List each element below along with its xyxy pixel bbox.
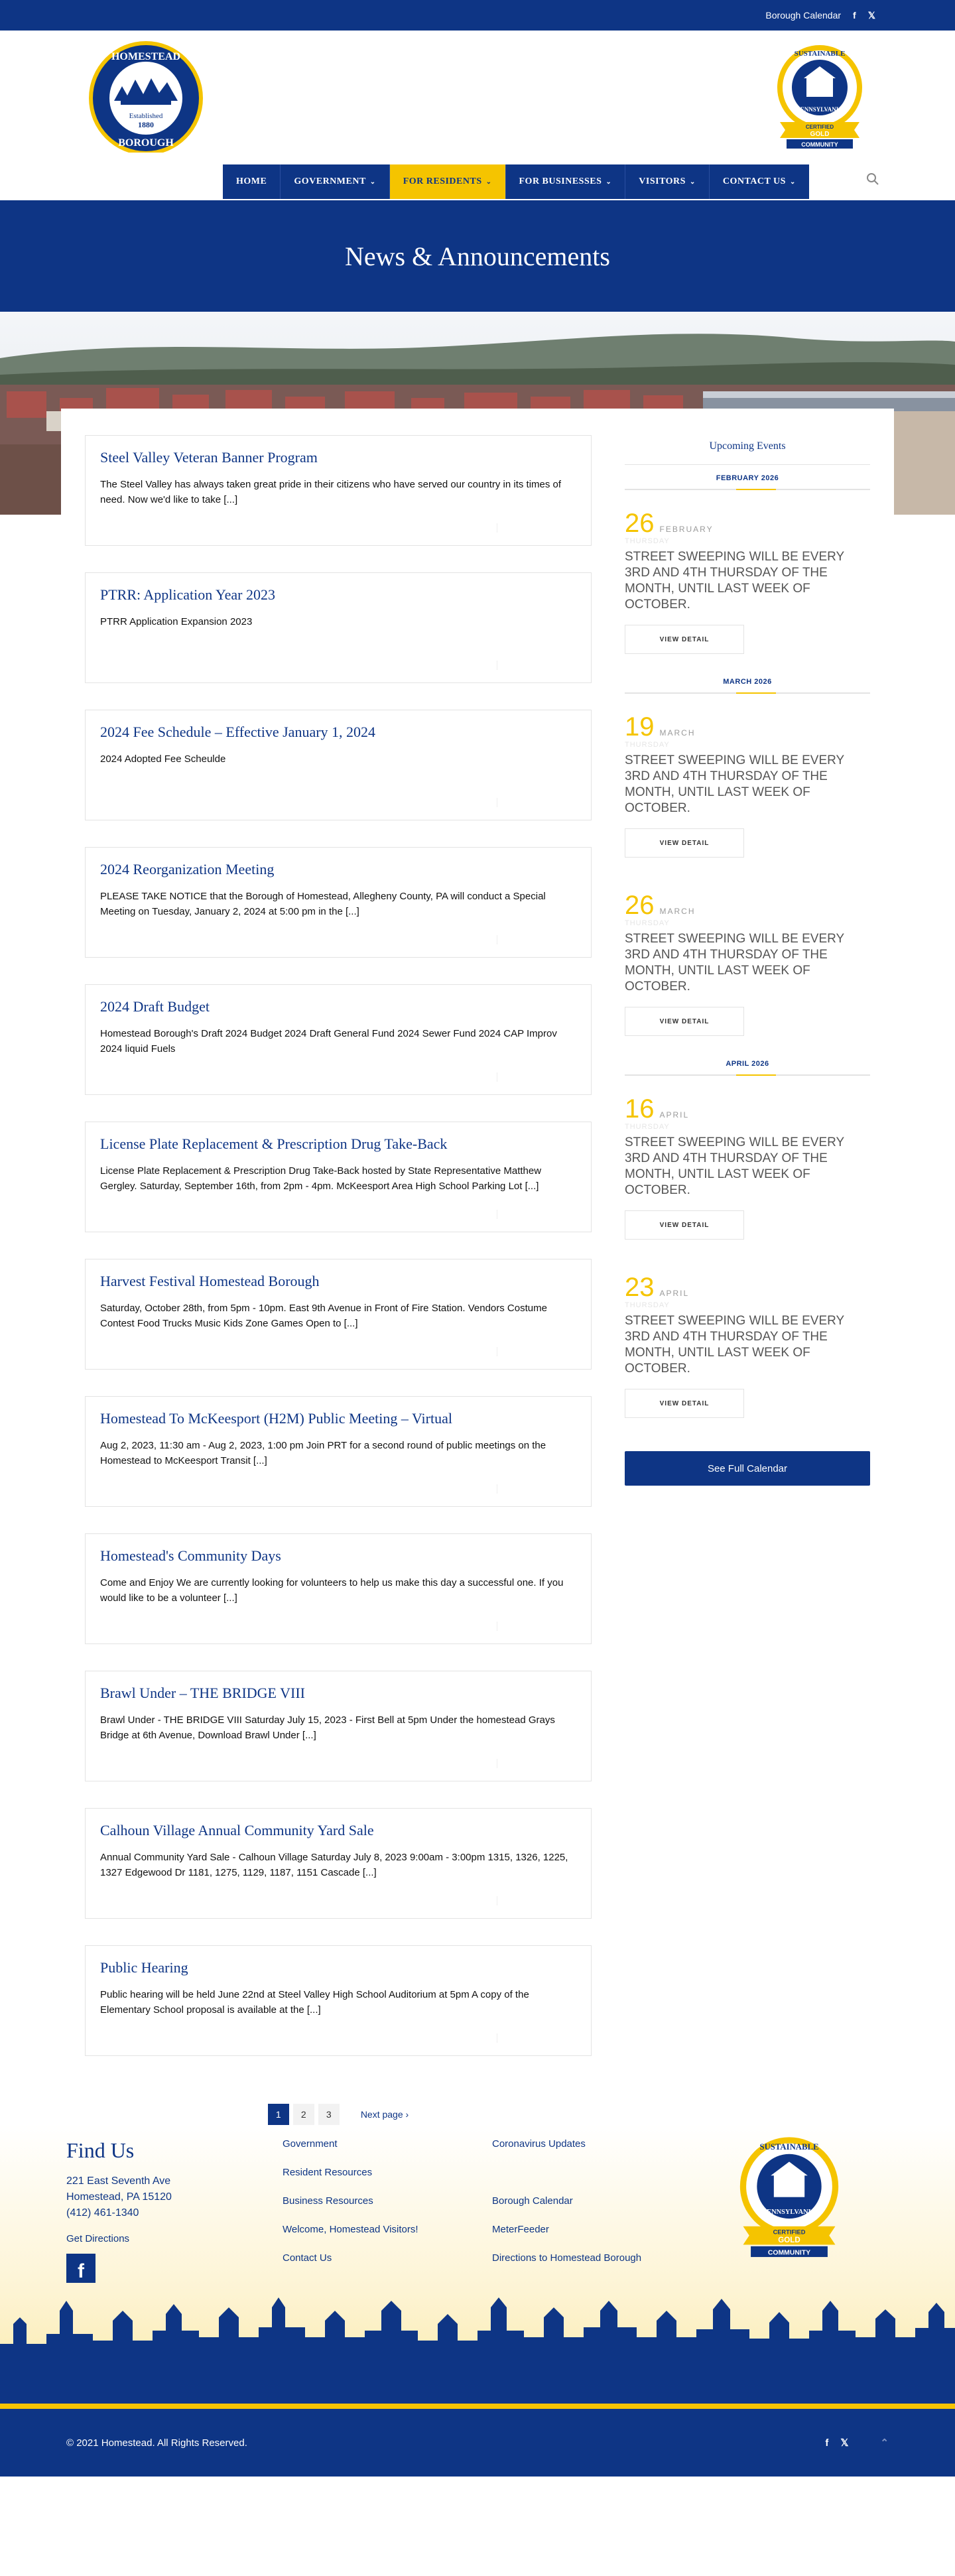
nav-home[interactable] xyxy=(223,164,281,199)
news-list xyxy=(85,435,592,2125)
post-excerpt: Come and Enjoy We are currently looking for volunteers to help us make this day a successful one. If you would like to be a volunteer [...] xyxy=(100,1577,564,1604)
news-post xyxy=(85,984,592,1095)
logo-homestead-text: HOMESTEAD xyxy=(111,51,181,62)
event-day: 26 xyxy=(625,509,655,538)
post-footer-divider xyxy=(86,1905,591,1906)
event-weekday: THURSDAY xyxy=(625,919,670,927)
facebook-icon[interactable]: f xyxy=(66,2254,96,2283)
back-to-top-icon[interactable]: ⌃ xyxy=(880,2437,889,2449)
footer-link-coronavirus-updates[interactable]: Coronavirus Updates xyxy=(492,2138,586,2150)
footer-link-spacer xyxy=(492,2167,641,2195)
news-post xyxy=(85,1671,592,1781)
post-excerpt: Annual Community Yard Sale - Calhoun Village Saturday July 8, 2023 9:00am - 3:00pm 1315, 1326, 1225, 1327 Edgewood Dr 1181, 1275, 1129, 1187, 1151 Cascade [...] xyxy=(100,1852,568,1878)
nav-visitors[interactable] xyxy=(625,164,710,199)
news-post xyxy=(85,1259,592,1370)
nav-label: VISITORS xyxy=(639,176,686,186)
page-number-button[interactable]: 2 xyxy=(293,2104,314,2125)
event-date xyxy=(625,712,870,742)
chevron-down-icon: ⌄ xyxy=(789,178,796,186)
borough-calendar-link[interactable]: Borough Calendar xyxy=(765,10,842,21)
post-title-link[interactable]: Public Hearing xyxy=(100,1959,188,1976)
news-post xyxy=(85,1396,592,1507)
event-weekday: THURSDAY xyxy=(625,537,670,545)
view-detail-button[interactable]: VIEW DETAIL xyxy=(625,828,744,858)
svg-text:GOLD: GOLD xyxy=(778,2236,800,2245)
month-heading: FEBRUARY 2026 xyxy=(625,465,870,490)
address-line-2: Homestead, PA 15120 xyxy=(66,2191,172,2203)
svg-text:CERTIFIED: CERTIFIED xyxy=(773,2228,806,2236)
post-title-link[interactable]: 2024 Fee Schedule – Effective January 1, 2024 xyxy=(100,724,376,740)
logo-borough-text: BOROUGH xyxy=(118,137,174,149)
nav-government[interactable] xyxy=(281,164,389,199)
post-excerpt: The Steel Valley has always taken great pride in their citizens who have served our country in its times of need. Now we'd like to take [...] xyxy=(100,479,562,505)
nav-label: CONTACT US xyxy=(722,176,786,186)
footer-social xyxy=(825,2437,889,2449)
post-footer-divider xyxy=(86,1631,591,1632)
nav-for-residents[interactable] xyxy=(390,164,506,199)
post-excerpt: PTRR Application Expansion 2023 xyxy=(100,616,253,627)
get-directions-link[interactable]: Get Directions xyxy=(66,2233,130,2244)
chevron-down-icon: ⌄ xyxy=(689,178,696,186)
main-content xyxy=(61,409,894,2125)
top-bar xyxy=(0,0,955,31)
footer-link-borough-calendar[interactable]: Borough Calendar xyxy=(492,2195,573,2207)
sustainable-pa-logo xyxy=(775,44,865,153)
site-footer xyxy=(0,2125,955,2404)
phone-number: (412) 461-1340 xyxy=(66,2207,139,2219)
event-date xyxy=(625,1273,870,1303)
post-title-link[interactable]: License Plate Replacement & Prescription Drug Take-Back xyxy=(100,1135,448,1152)
event-title: STREET SWEEPING WILL BE EVERY 3RD AND 4TH THURSDAY OF THE MONTH, UNTIL LAST WEEK OF OCTOBER. xyxy=(625,1314,844,1376)
nav-contact-us[interactable] xyxy=(710,164,809,199)
news-post xyxy=(85,847,592,958)
upcoming-events-heading: Upcoming Events xyxy=(625,435,870,465)
address-line-1: 221 East Seventh Ave xyxy=(66,2175,171,2187)
page-number-button[interactable]: 1 xyxy=(268,2104,289,2125)
events-sidebar xyxy=(625,435,870,2125)
post-title-link[interactable]: PTRR: Application Year 2023 xyxy=(100,586,276,603)
event-date xyxy=(625,891,870,921)
footer-link-meterfeeder[interactable]: MeterFeeder xyxy=(492,2224,549,2235)
facebook-icon[interactable]: f xyxy=(853,10,856,21)
find-us-column xyxy=(66,2138,172,2283)
event-month: MARCH xyxy=(659,728,696,738)
post-title-link[interactable]: Calhoun Village Annual Community Yard Sale xyxy=(100,1822,374,1838)
event-item xyxy=(625,490,870,669)
nav-label: GOVERNMENT xyxy=(294,176,366,186)
chevron-down-icon: ⌄ xyxy=(369,178,376,186)
logo-established: Established xyxy=(129,112,163,120)
footer-link-government[interactable]: Government xyxy=(283,2138,338,2150)
post-footer-divider xyxy=(86,670,591,671)
event-day: 16 xyxy=(625,1094,655,1124)
event-item xyxy=(625,1076,870,1254)
post-title-link[interactable]: 2024 Reorganization Meeting xyxy=(100,861,275,877)
footer-gold-divider xyxy=(0,2404,955,2409)
logo-year: 1880 xyxy=(138,120,154,129)
event-title: STREET SWEEPING WILL BE EVERY 3RD AND 4TH THURSDAY OF THE MONTH, UNTIL LAST WEEK OF OCTOBER. xyxy=(625,1135,844,1197)
event-month: FEBRUARY xyxy=(659,525,714,534)
svg-text:SUSTAINABLE: SUSTAINABLE xyxy=(759,2142,819,2152)
event-weekday: THURSDAY xyxy=(625,741,670,749)
footer-link-business-resources[interactable]: Business Resources xyxy=(283,2195,373,2207)
event-month: APRIL xyxy=(659,1289,690,1298)
page-number-button[interactable]: 3 xyxy=(318,2104,340,2125)
search-icon[interactable] xyxy=(866,172,879,186)
footer-link-directions[interactable]: Directions to Homestead Borough xyxy=(492,2252,642,2264)
news-post xyxy=(85,435,592,546)
event-day: 23 xyxy=(625,1273,655,1302)
post-excerpt: PLEASE TAKE NOTICE that the Borough of Homestead, Allegheny County, PA will conduct a Special Meeting on Tuesday, January 2, 2024 at 5:00 pm in the [...] xyxy=(100,891,546,917)
logo-certified-text: CERTIFIED xyxy=(805,124,834,130)
event-groups xyxy=(625,465,870,1433)
town-skyline-silhouette xyxy=(0,2271,955,2404)
news-post xyxy=(85,710,592,820)
event-item xyxy=(625,1254,870,1433)
footer-link-welcome-visitors[interactable]: Welcome, Homestead Visitors! xyxy=(283,2224,418,2235)
see-full-calendar-button[interactable]: See Full Calendar xyxy=(625,1451,870,1486)
nav-for-businesses[interactable] xyxy=(506,164,626,199)
event-item xyxy=(625,694,870,872)
post-excerpt: Aug 2, 2023, 11:30 am - Aug 2, 2023, 1:00 pm Join PRT for a second round of public meetings on the Homestead to McKeesport Transit [...] xyxy=(100,1440,546,1466)
view-detail-button[interactable]: VIEW DETAIL xyxy=(625,1210,744,1240)
footer-links-column-2 xyxy=(492,2138,641,2281)
chevron-down-icon: ⌄ xyxy=(605,178,612,186)
logo-community-text: COMMUNITY xyxy=(801,141,838,148)
view-detail-button[interactable]: VIEW DETAIL xyxy=(625,1389,744,1418)
pagination xyxy=(85,2104,592,2125)
event-month: APRIL xyxy=(659,1110,690,1120)
post-title-link[interactable]: Brawl Under – THE BRIDGE VIII xyxy=(100,1685,305,1701)
event-item xyxy=(625,872,870,1051)
twitter-icon[interactable]: 𝕏 xyxy=(867,9,875,21)
logo-gold-text: GOLD xyxy=(810,131,830,138)
footer-link-contact-us[interactable]: Contact Us xyxy=(283,2252,332,2264)
post-footer-divider xyxy=(86,944,591,945)
nav-label: FOR RESIDENTS xyxy=(403,176,482,186)
logo-pennsylvania-text: PENNSYLVANIA xyxy=(796,106,843,113)
svg-text:COMMUNITY: COMMUNITY xyxy=(767,2249,811,2257)
post-excerpt: Public hearing will be held June 22nd at Steel Valley High School Auditorium at 5pm A copy of the Elementary School proposal is available at the [...] xyxy=(100,1989,529,2016)
post-footer-divider xyxy=(86,807,591,808)
news-post xyxy=(85,1122,592,1232)
event-month: MARCH xyxy=(659,907,696,916)
post-title-link[interactable]: Homestead's Community Days xyxy=(100,1547,281,1564)
facebook-icon[interactable]: f xyxy=(825,2437,829,2449)
event-weekday: THURSDAY xyxy=(625,1123,670,1131)
post-title-link[interactable]: Homestead To McKeesport (H2M) Public Meeting – Virtual xyxy=(100,1410,452,1427)
post-excerpt: 2024 Adopted Fee Scheulde xyxy=(100,753,226,765)
post-footer-divider xyxy=(86,1768,591,1769)
month-heading: MARCH 2026 xyxy=(625,669,870,694)
post-excerpt: License Plate Replacement & Prescription Drug Take-Back hosted by State Representative Matthew Gergley. Saturday, September 16th, from 2pm - 4pm. McKeesport Area High School Parking Lot [...] xyxy=(100,1165,542,1192)
post-title-link[interactable]: Harvest Festival Homestead Borough xyxy=(100,1273,320,1289)
view-detail-button[interactable]: VIEW DETAIL xyxy=(625,1007,744,1036)
news-post xyxy=(85,1808,592,1919)
post-title-link[interactable]: Steel Valley Veteran Banner Program xyxy=(100,449,318,466)
post-excerpt: Brawl Under - THE BRIDGE VIII Saturday July 15, 2023 - First Bell at 5pm Under the homestead Grays Bridge at 6th Avenue, Download Brawl Under [...] xyxy=(100,1714,555,1741)
svg-text:PENNSYLVANIA: PENNSYLVANIA xyxy=(762,2209,816,2217)
nav-label: FOR BUSINESSES xyxy=(519,176,602,186)
sustainable-pa-footer-logo xyxy=(736,2136,842,2262)
post-title-link[interactable]: 2024 Draft Budget xyxy=(100,998,210,1015)
view-detail-button[interactable]: VIEW DETAIL xyxy=(625,625,744,654)
footer-link-resident-resources[interactable]: Resident Resources xyxy=(283,2167,373,2178)
post-excerpt: Homestead Borough's Draft 2024 Budget 2024 Draft General Fund 2024 Sewer Fund 2024 CAP Improv 2024 liquid Fuels xyxy=(100,1028,557,1055)
nav-label: HOME xyxy=(236,176,267,186)
month-heading: APRIL 2026 xyxy=(625,1051,870,1076)
post-excerpt: Saturday, October 28th, from 5pm - 10pm. East 9th Avenue in Front of Fire Station. Vendors Costume Contest Food Trucks Music Kids Zone Games Open to [...] xyxy=(100,1303,547,1329)
next-page-link[interactable]: Next page › xyxy=(360,2109,409,2120)
twitter-icon[interactable]: 𝕏 xyxy=(840,2437,849,2449)
footer-bottom-bar xyxy=(0,2409,955,2477)
main-nav xyxy=(223,164,809,199)
find-us-title: Find Us xyxy=(66,2138,135,2162)
event-date xyxy=(625,1094,870,1124)
event-title: STREET SWEEPING WILL BE EVERY 3RD AND 4TH THURSDAY OF THE MONTH, UNTIL LAST WEEK OF OCTOBER. xyxy=(625,753,844,815)
event-title: STREET SWEEPING WILL BE EVERY 3RD AND 4TH THURSDAY OF THE MONTH, UNTIL LAST WEEK OF OCTOBER. xyxy=(625,932,844,994)
page-title: News & Announcements xyxy=(345,241,610,271)
post-footer-divider xyxy=(86,1356,591,1357)
copyright-text: © 2021 Homestead. All Rights Reserved. xyxy=(66,2437,247,2449)
nav-wrapper xyxy=(0,153,955,200)
logo-sustainable-text: SUSTAINABLE xyxy=(794,50,846,58)
post-footer-divider xyxy=(86,1219,591,1220)
event-weekday: THURSDAY xyxy=(625,1301,670,1309)
footer-links-column-1 xyxy=(283,2138,418,2281)
news-post xyxy=(85,572,592,683)
event-date xyxy=(625,509,870,539)
chevron-down-icon: ⌄ xyxy=(485,178,492,186)
event-title: STREET SWEEPING WILL BE EVERY 3RD AND 4TH THURSDAY OF THE MONTH, UNTIL LAST WEEK OF OCTOBER. xyxy=(625,550,844,612)
news-post xyxy=(85,1533,592,1644)
event-day: 26 xyxy=(625,891,655,920)
homestead-borough-logo xyxy=(88,40,204,157)
page-hero xyxy=(0,200,955,312)
site-header xyxy=(0,31,955,153)
news-post xyxy=(85,1945,592,2056)
event-day: 19 xyxy=(625,712,655,741)
